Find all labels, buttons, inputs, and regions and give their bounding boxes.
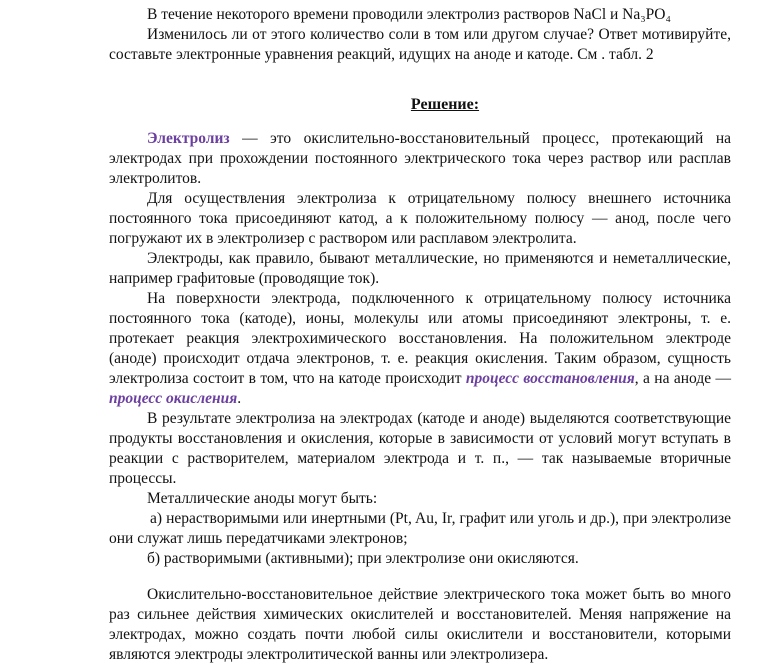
paragraph-text: , а на аноде — xyxy=(634,370,731,387)
paragraph-electrode-materials: Электроды, как правило, бывают металлические, но применяются и неметаллические, например графитовые (проводящие ток). xyxy=(109,250,731,287)
list-item-soluble-anodes: б) растворимыми (активными); при электролизе они окисляются. xyxy=(147,550,579,567)
list-item-insoluble-anodes: а) нерастворимыми или инертными (Pt, Au, Ir, графит или уголь и др.), при электролизе они служат лишь передатчиками электронов; xyxy=(109,510,731,547)
task-line-2: Изменилось ли от этого количество соли в том или другом случае? Ответ мотивируйте, составьте электронные уравнения реакций, идущих на аноде и катоде. См . табл. 2 xyxy=(109,26,731,63)
task-line-1: В течение некоторого времени проводили электролиз растворов NaCl и Na₃PO₄ xyxy=(147,6,671,23)
paragraph-text: — это окислительно-восстановительный процесс, протекающий на электродах при прохождении постоянного электрического тока через раствор или расплав электролитов. xyxy=(109,130,731,187)
paragraph-electrodes-connection: Для осуществления электролиза к отрицательному полюсу внешнего источника постоянного тока присоединяют катод, а к положительному полюсу — анод, после чего погружают их в электролизер с раствором или расплавом электролита. xyxy=(109,190,731,247)
paragraph-secondary-processes: В результате электролиза на электродах (катоде и аноде) выделяются соответствующие продукты восстановления и окисления, которые в зависимости от условий могут вступать в реакции с растворителем, материалом электрода и т. п., — так называемые вторичные процессы. xyxy=(109,410,731,487)
paragraph-electrode-processes xyxy=(109,289,731,409)
paragraph-electrolysis-definition xyxy=(109,129,731,189)
paragraph-metal-anodes: Металлические аноды могут быть: xyxy=(147,490,378,507)
paragraph-text: На поверхности электрода, подключенного к отрицательному полюсу источника постоянного тока (катоде), ионы, молекулы или атомы присоединяют электроны, т. е. протекает реакция электрохимического восстановления. На положительном электроде (аноде) происходит отдача электронов, т. е. реакция окисления. Таким образом, сущность электролиза состоит в том, что на катоде происходит xyxy=(109,290,731,387)
paragraph-redox-action: Окислительно-восстановительное действие электрического тока может быть во много раз сильнее действия химических окислителей и восстановителей. Меняя напряжение на электродах, можно создать почти любой силы окислители и восстановители, которыми являются электроды электролитической ванны или электролизера. xyxy=(109,586,731,663)
paragraph-text: . xyxy=(237,390,242,407)
solution-heading: Решение: xyxy=(410,96,480,113)
term-oxidation-process: процесс окисления xyxy=(109,390,238,407)
term-reduction-process: процесс восстановления xyxy=(465,370,635,387)
term-electrolysis: Электролиз xyxy=(147,130,230,147)
